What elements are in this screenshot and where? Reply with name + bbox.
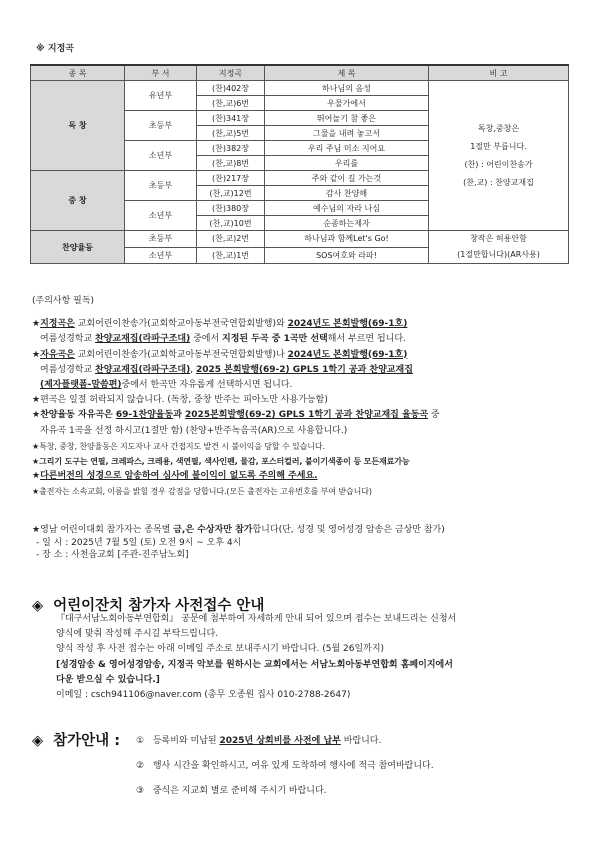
table-header-row — [31, 65, 569, 81]
song-title: 그물을 내려 놓고서 — [265, 126, 429, 141]
youngnam-date: - 일 시 : 2025년 7월 5일 (토) 오전 9시 ~ 오후 4시 — [36, 537, 242, 548]
dept-cell: 초등부 — [125, 111, 197, 141]
dept-cell: 초등부 — [125, 231, 197, 248]
song-number: (찬)341장 — [197, 111, 265, 126]
dept-cell: 소년부 — [125, 201, 197, 231]
participation-item: ① 등록비와 미납된 2025년 상회비를 사전에 납부 바랍니다. — [136, 736, 382, 746]
remark-line: 1절만 부릅니다. — [470, 141, 527, 151]
category-duet: 중 창 — [31, 171, 125, 231]
registration-line-bold: [성경암송 & 영어성경암송, 지정곡 악보를 원하시는 교회에서는 서남노회아동부연합회 홈페이지에서 — [56, 659, 453, 670]
song-title: 우리 주님 미소 지어요 — [265, 141, 429, 156]
header-department: 부 서 — [125, 65, 197, 81]
dept-cell: 초등부 — [125, 171, 197, 201]
designated-songs-table — [30, 64, 569, 264]
song-number: (찬)380장 — [197, 201, 265, 216]
dept-cell: 소년부 — [125, 141, 197, 171]
youngnam-venue: - 장 소 : 사천읍교회 [주관-진주남노회] — [36, 550, 189, 560]
song-number: (찬,교)12번 — [197, 186, 265, 201]
contact-email: 이메일 : csch941106@naver.com (총무 오종원 집사 010-2788-2647) — [56, 690, 351, 701]
note-indirect-guidance: ★특창, 중창, 찬양율동은 지도자나 교사 간접지도 발견 시 불이익을 당할 수 있습니다. — [32, 441, 325, 451]
notes-heading: (주의사항 필독) — [32, 296, 95, 306]
note-free-song-cont2: (제자플랫폼-말씀편)중에서 한곡만 자유롭게 선택하시면 됩니다. — [40, 380, 293, 391]
pre-registration-title: 어린이잔치 참가자 사전접수 안내 — [53, 598, 265, 614]
registration-line: 『대구서남노회아동부연합회』 공문에 첨부하여 자세하게 안내 되어 있으며 접수는 보내드리는 신청서 — [56, 614, 457, 624]
header-category: 종 목 — [31, 65, 125, 81]
dept-cell: 유년부 — [125, 81, 197, 111]
notes-section — [32, 294, 580, 500]
note-participant-anonymity: ★출전자는 소속교회, 이름을 밝힐 경우 감점을 당합니다.(모든 출전자는 고유번호를 부여 받습니다) — [32, 487, 372, 497]
song-title: SOS여호와 라파! — [265, 247, 429, 264]
song-title: 감사 찬양해 — [265, 186, 429, 201]
registration-line: 양식 작성 후 사전 접수는 아래 이메일 주소로 보내주시기 바랍니다. (5월 26일까지) — [56, 644, 385, 655]
table-row — [31, 81, 569, 96]
song-number: (찬,교)6번 — [197, 96, 265, 111]
song-title: 하나님의 음성 — [265, 81, 429, 96]
song-title: 우물가에서 — [265, 96, 429, 111]
song-number: (찬)382장 — [197, 141, 265, 156]
note-bible-version: ★다른버전의 성경으로 암송하여 심사에 불이익이 없도록 주의해 주세요. — [32, 471, 318, 482]
note-free-song: ★자유곡은 교회어린이찬송가(교회학교아동부전국연합회발행)나 2024년도 본회발행(69-1호) — [32, 349, 408, 360]
remark-line: 창작은 허용안함 — [470, 234, 527, 243]
song-title: 뛰어놀기 참 좋은 — [265, 111, 429, 126]
note-drawing-tools: ★그리기 도구는 연필, 크레파스, 크레용, 색연필, 색사인펜, 물감, 포스터컬러, 붙이기색종이 등 모든재료가능 — [32, 457, 410, 467]
pre-registration-body — [56, 612, 586, 703]
header-song: 지정곡 — [197, 65, 265, 81]
dept-cell: 소년부 — [125, 247, 197, 264]
song-title: 하나님과 함께Let's Go! — [265, 231, 429, 248]
designated-songs-title: ※ 지정곡 — [36, 44, 74, 54]
song-number: (찬,교)8번 — [197, 156, 265, 171]
header-remarks: 비 고 — [429, 65, 569, 81]
youngnam-eligibility: ★영남 어린이대회 참가자는 종목별 금,은 수상자만 참가합니다(단, 성경 및 영어성경 암송은 금상만 참가) — [32, 525, 445, 535]
song-title: 주와 같이 길 가는것 — [265, 171, 429, 186]
participation-item: ② 행사 시간을 확인하시고, 여유 있게 도착하여 행사에 적극 참여바랍니다. — [136, 761, 434, 771]
remarks-cell-praise — [429, 231, 569, 264]
participation-item: ③ 중식은 지교회 별로 준비해 주시기 바랍니다. — [136, 786, 327, 796]
song-number: (찬)402장 — [197, 81, 265, 96]
song-number: (찬,교)1번 — [197, 247, 265, 264]
table-row — [31, 231, 569, 248]
registration-line-bold: 다운 받으실 수 있습니다.] — [56, 674, 160, 685]
note-designated-song-cont: 여름성경학교 찬양교재집(라파구조대) 중에서 지정된 두곡 중 1곡만 선택해서 부르면 됩니다. — [40, 334, 406, 345]
category-solo: 독 창 — [31, 81, 125, 171]
diamond-bullet-icon: ◈ — [32, 733, 44, 749]
song-number: (찬,교)10번 — [197, 216, 265, 231]
note-arrangement: ★편곡은 일절 허락되지 않습니다. (독창, 중창 반주는 피아노만 사용가능함) — [32, 395, 328, 406]
header-title: 제 목 — [265, 65, 429, 81]
remark-line: 독창,중창은 — [477, 123, 520, 133]
participation-heading — [32, 729, 120, 750]
song-number: (찬,교)5번 — [197, 126, 265, 141]
remarks-cell-main — [429, 81, 569, 231]
song-number: (찬,교)2번 — [197, 231, 265, 248]
note-praise-dance-cont: 자유곡 1곡을 선정 하시고(1절만 함) (찬양+반주녹음곡(AR)으로 사용합니다.) — [40, 425, 348, 436]
song-number: (찬)217장 — [197, 171, 265, 186]
category-praise-dance: 찬양율동 — [31, 231, 125, 264]
song-title: 우리를 — [265, 156, 429, 171]
diamond-bullet-icon: ◈ — [32, 598, 44, 614]
remark-line: (1절만합니다)(AR사용) — [457, 250, 540, 259]
participation-items — [136, 735, 576, 810]
song-title: 순종하는제자 — [265, 216, 429, 231]
note-free-song-cont: 여름성경학교 찬양교재집(라파구조대), 2025 본회발행(69-2) GPLS 1학기 공과 찬양교재집 — [40, 364, 413, 375]
song-title: 예수님의 자라 나심 — [265, 201, 429, 216]
participation-title: 참가안내 : — [53, 733, 121, 749]
remark-line: (찬,교) : 찬양교재집 — [463, 177, 534, 187]
registration-line: 양식에 맞춰 작성해 주시길 부탁드립니다. — [56, 629, 219, 640]
youngnam-contest-info — [32, 524, 580, 562]
note-praise-dance: ★찬양율동 자유곡은 69-1찬양율동과 2025본회발행(69-2) GPLS 1학기 공과 찬양교재집 율동곡 중 — [32, 410, 440, 421]
note-designated-song: ★지정곡은 교회어린이찬송가(교회학교아동부전국연합회발행)와 2024년도 본회발행(69-1호) — [32, 319, 408, 330]
remark-line: (찬) : 어린이찬송가 — [464, 159, 533, 169]
